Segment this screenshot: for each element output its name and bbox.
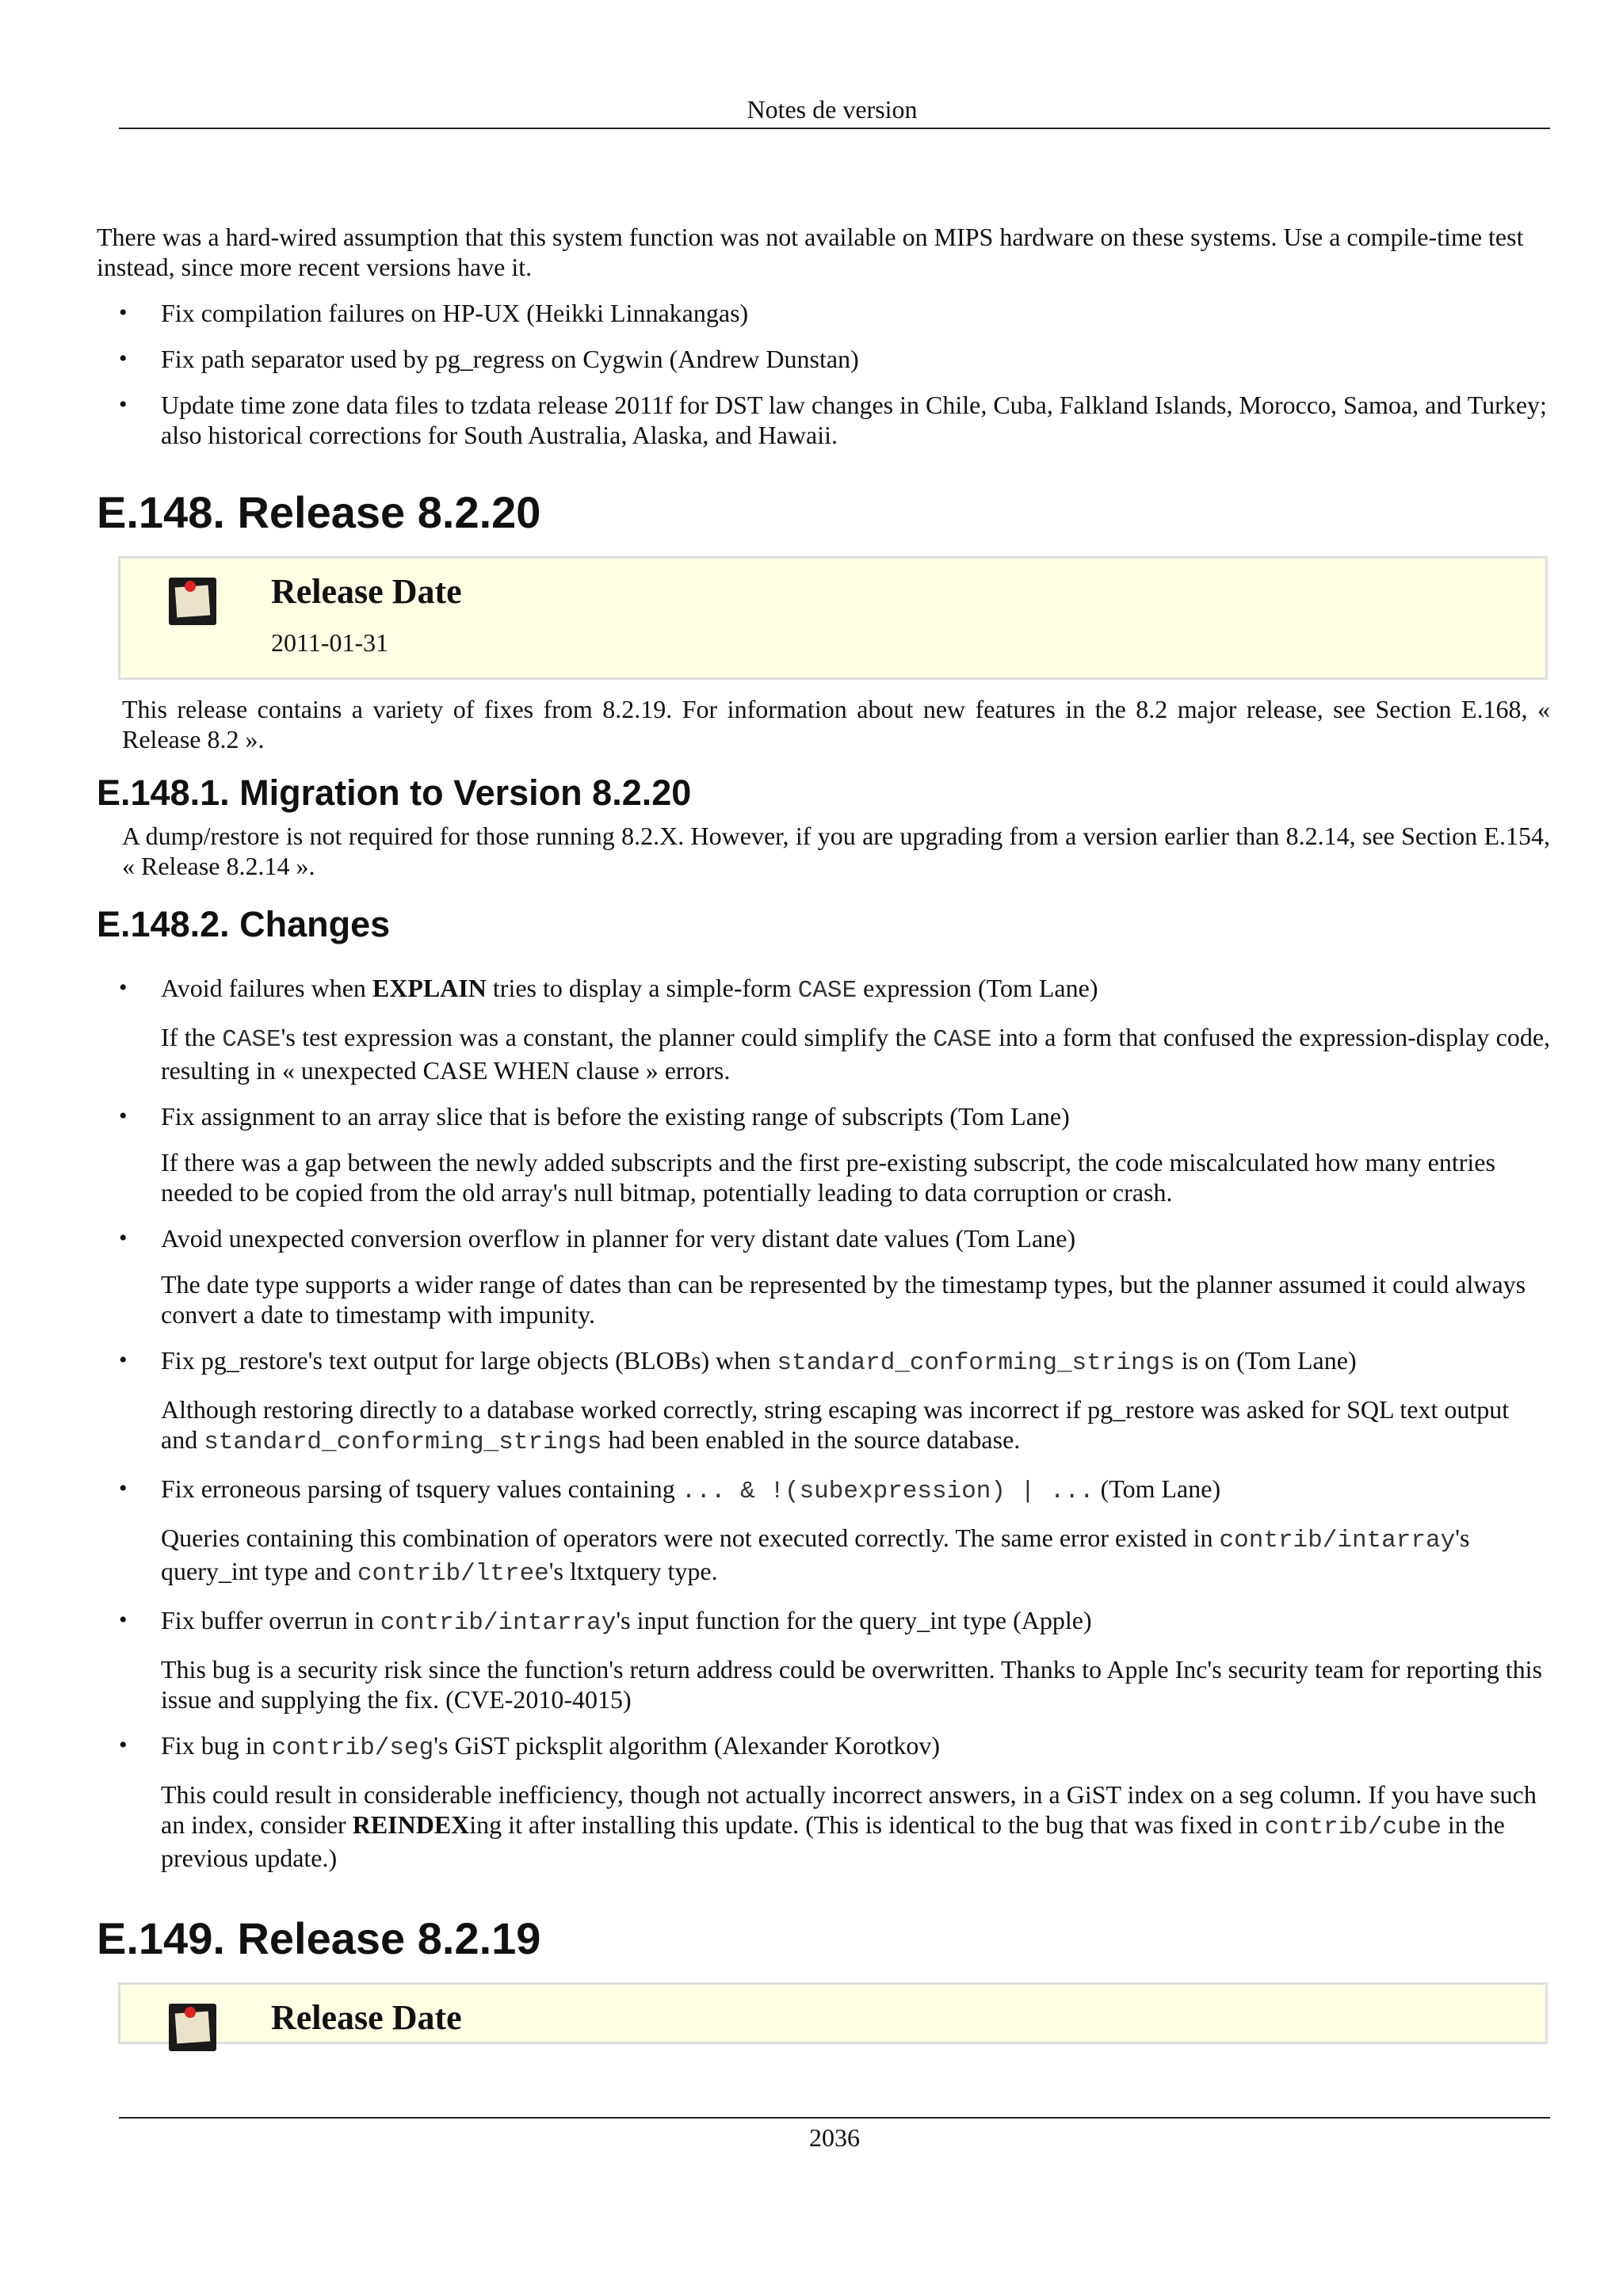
change-item bbox=[97, 1605, 1550, 1714]
change-title: Fix erroneous parsing of tsquery values containing ... & !(subexpression) | ... (Tom Lane) bbox=[161, 1474, 1221, 1505]
change-item bbox=[97, 1101, 1550, 1207]
change-detail: Queries containing this combination of operators were not executed correctly. The same error existed in contrib/intarray's query_int type and contrib/ltree's ltxtquery type. bbox=[161, 1524, 1470, 1588]
release-intro: This release contains a variety of fixes from 8.2.19. For information about new features in the 8.2 major release, see Section E.168, « Release 8.2 ». bbox=[122, 695, 1550, 753]
section-title-8220: E.148. Release 8.2.20 bbox=[97, 487, 541, 537]
intro-continuation: There was a hard-wired assumption that this system function was not available on MIPS hardware on these systems. Use a compile-time test instead, since more recent versions have it. bbox=[97, 223, 1524, 281]
change-detail: If there was a gap between the newly added subscripts and the first pre-existing subscript, the code miscalculated how many entries needed to be copied from the old array's null bitmap, potentially leading to data corruption or crash. bbox=[161, 1148, 1495, 1207]
bullet-icon: • bbox=[119, 1732, 128, 1758]
release-date-note bbox=[118, 556, 1548, 680]
footer-rule bbox=[119, 2117, 1550, 2119]
change-title: Avoid unexpected conversion overflow in planner for very distant date values (Tom Lane) bbox=[161, 1224, 1076, 1253]
bullet-icon: • bbox=[119, 1475, 128, 1501]
section-title-8219: E.149. Release 8.2.19 bbox=[97, 1913, 541, 1963]
migration-title: E.148.1. Migration to Version 8.2.20 bbox=[97, 772, 692, 813]
bullet-icon: • bbox=[119, 1607, 128, 1633]
bullet-icon: • bbox=[119, 1103, 128, 1129]
list-item: • Update time zone data files to tzdata release 2011f for DST law changes in Chile, Cuba, Falkland Islands, Morocco, Samoa, and Turkey; also historical corrections for South Australia, Alaska, and Hawaii. bbox=[119, 391, 1547, 449]
note-title: Release Date bbox=[271, 572, 462, 611]
header-rule bbox=[119, 128, 1550, 129]
change-detail: Although restoring directly to a database worked correctly, string escaping was incorrect if pg_restore was asked for SQL text output and standard_conforming_strings had been enabled in the source database. bbox=[161, 1395, 1510, 1456]
note-icon bbox=[169, 2004, 216, 2051]
bullet-icon: • bbox=[119, 1347, 128, 1373]
list-item: • Fix path separator used by pg_regress on Cygwin (Andrew Dunstan) bbox=[119, 345, 859, 373]
list-item: • Fix compilation failures on HP-UX (Heikki Linnakangas) bbox=[119, 299, 749, 327]
release-date-value: 2011-01-31 bbox=[271, 628, 389, 657]
change-item bbox=[97, 973, 1550, 1085]
change-item bbox=[97, 1345, 1550, 1458]
change-title: Avoid failures when EXPLAIN tries to display a simple-form CASE expression (Tom Lane) bbox=[161, 974, 1098, 1005]
change-title: Fix pg_restore's text output for large objects (BLOBs) when standard_conforming_strings is on (Tom Lane) bbox=[161, 1346, 1357, 1377]
release-date-note-8219 bbox=[118, 1982, 1548, 2044]
bullet-icon: • bbox=[119, 1225, 128, 1251]
change-detail: This bug is a security risk since the function's return address could be overwritten. Thanks to Apple Inc's security team for reporting this issue and supplying the fix. (CVE-2010-4015) bbox=[161, 1655, 1542, 1714]
note-title: Release Date bbox=[271, 1998, 462, 2037]
bullet-icon: • bbox=[119, 974, 128, 1001]
change-detail: If the CASE's test expression was a constant, the planner could simplify the CASE into a form that confused the expression-display code, resulting in « unexpected CASE WHEN clause » errors. bbox=[161, 1023, 1551, 1085]
change-title: Fix assignment to an array slice that is before the existing range of subscripts (Tom Lane) bbox=[161, 1102, 1070, 1131]
note-icon bbox=[169, 578, 216, 625]
page-content bbox=[97, 222, 1550, 2044]
changes-list bbox=[97, 973, 1550, 1873]
change-title: Fix buffer overrun in contrib/intarray's input function for the query_int type (Apple) bbox=[161, 1606, 1092, 1637]
change-detail: This could result in considerable inefficiency, though not actually incorrect answers, in a GiST index on a seg column. If you have such an index, consider REINDEXing it after installing this update. (This is identical to the bug that was fixed in contrib/cube in the previous update.) bbox=[161, 1780, 1537, 1872]
change-title: Fix bug in contrib/seg's GiST picksplit algorithm (Alexander Korotkov) bbox=[161, 1731, 941, 1762]
migration-text: A dump/restore is not required for those running 8.2.X. However, if you are upgrading from a version earlier than 8.2.14, see Section E.154, « Release 8.2.14 ». bbox=[122, 822, 1550, 880]
change-detail: The date type supports a wider range of dates than can be represented by the timestamp types, but the planner assumed it could always convert a date to timestamp with impunity. bbox=[161, 1270, 1526, 1329]
change-item bbox=[97, 1474, 1550, 1589]
page-number: 2036 bbox=[809, 2123, 860, 2152]
bullet-icon: • bbox=[119, 391, 128, 418]
running-header: Notes de version bbox=[747, 95, 918, 124]
intro-list bbox=[97, 298, 1550, 450]
change-item bbox=[97, 1730, 1550, 1873]
bullet-icon: • bbox=[119, 345, 128, 372]
bullet-icon: • bbox=[119, 299, 128, 326]
change-item bbox=[97, 1223, 1550, 1329]
changes-title: E.148.2. Changes bbox=[97, 904, 391, 944]
